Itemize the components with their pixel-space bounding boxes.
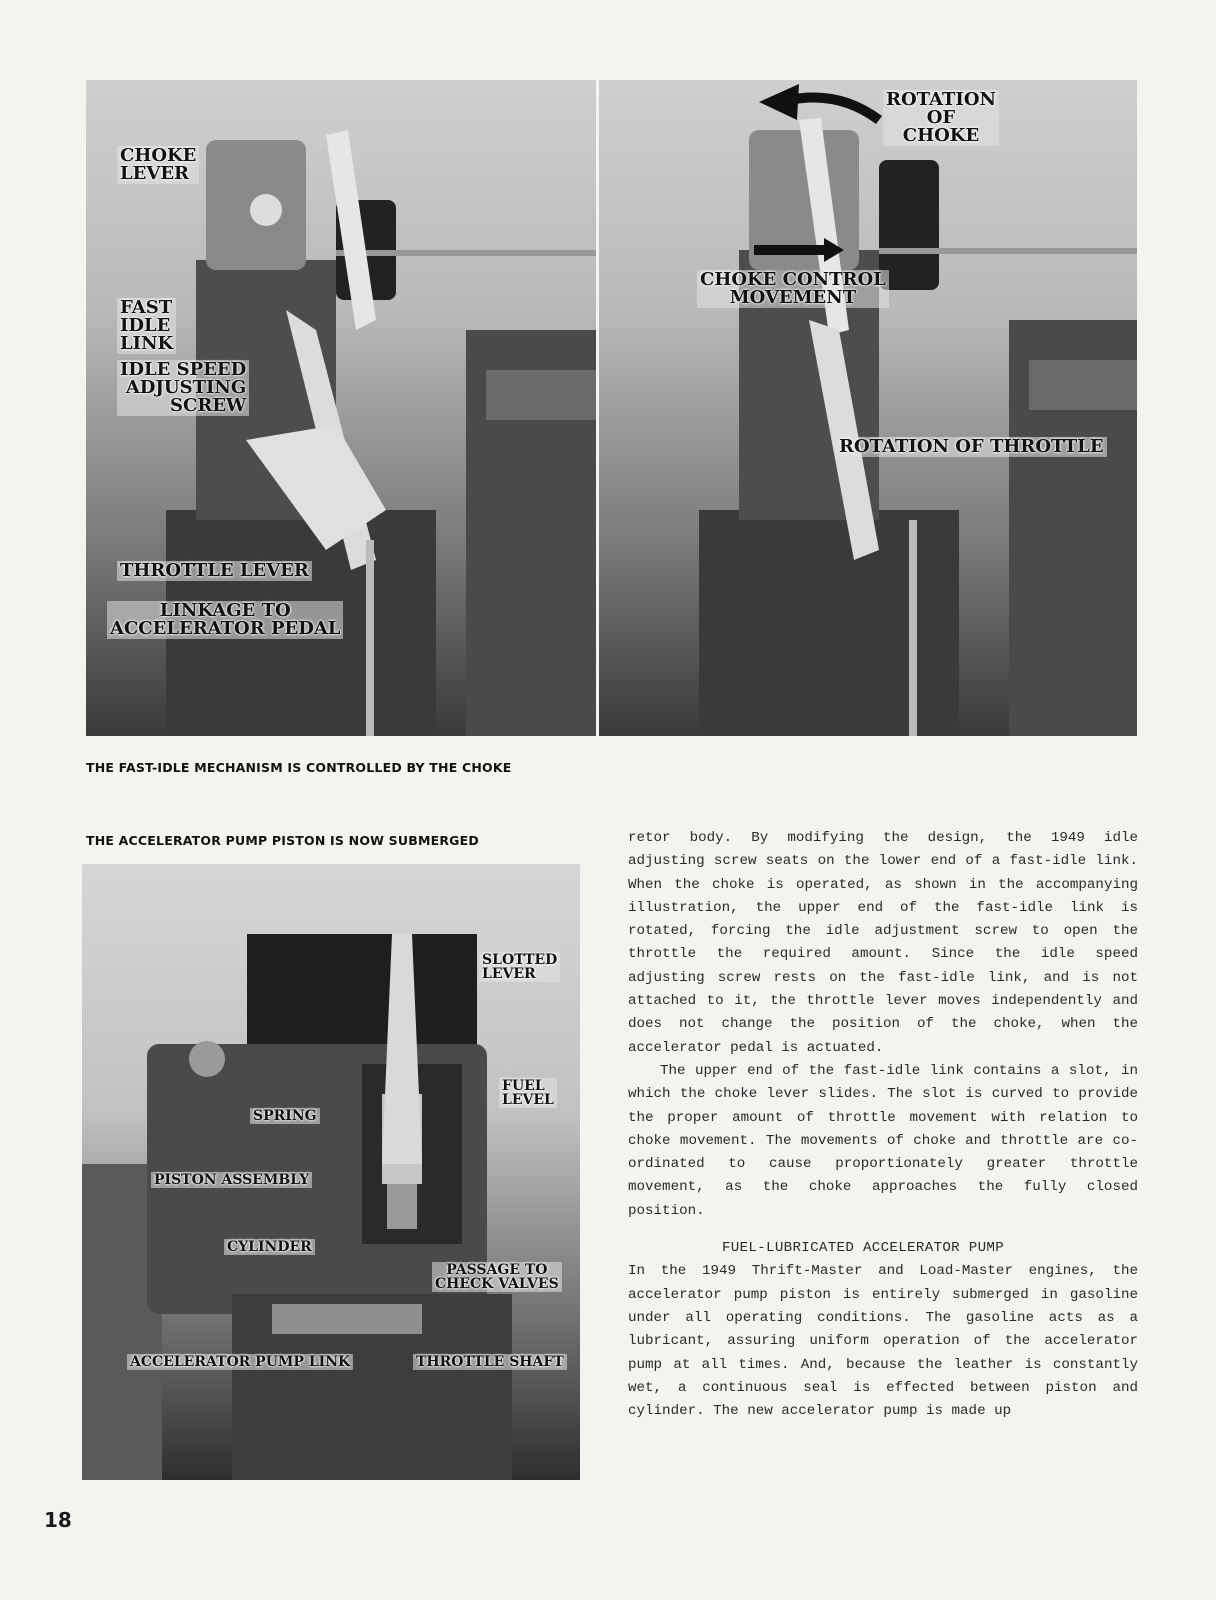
label-accelerator-pump-link: ACCELERATOR PUMP LINK [127, 1354, 353, 1370]
label-passage-to-check-valves: PASSAGE TO CHECK VALVES [432, 1262, 562, 1292]
label-fuel-level: FUEL LEVEL [499, 1078, 557, 1108]
label-spring: SPRING [250, 1108, 320, 1124]
label-linkage-to-accelerator-pedal: LINKAGE TO ACCELERATOR PEDAL [107, 601, 343, 639]
page-number: 18 [44, 1508, 72, 1532]
label-cylinder: CYLINDER [224, 1239, 315, 1255]
paragraph-3: In the 1949 Thrift-Master and Load-Master engines, the accelerator pump piston is entirely submerged in gasoline under all operating conditions. The gasoline acts as a lubricant, assuring uniform operation of the accelerator pump at all times. And, because the leather is constantly wet, a continuous seal is effected between piston and cylinder. The new accelerator pump is made up [628, 1263, 1138, 1420]
carburetor-illustration-choked [599, 80, 1137, 736]
top-photo-caption: THE FAST-IDLE MECHANISM IS CONTROLLED BY THE CHOKE [86, 760, 512, 775]
section-heading: FUEL-LUBRICATED ACCELERATOR PUMP [721, 1240, 1005, 1257]
label-rotation-of-throttle: ROTATION OF THROTTLE [836, 437, 1107, 457]
label-rotation-of-choke: ROTATION OF CHOKE [883, 90, 999, 146]
label-slotted-lever: SLOTTED LEVER [479, 952, 560, 982]
rotation-arrow-icon [789, 98, 879, 121]
label-choke-control-movement: CHOKE CONTROL MOVEMENT [697, 270, 889, 308]
label-fast-idle-link: FAST IDLE LINK [117, 298, 176, 354]
bottom-photo-caption: THE ACCELERATOR PUMP PISTON IS NOW SUBMERGED [86, 833, 479, 848]
article-body [628, 827, 1138, 1423]
photo-fast-idle-closed [599, 80, 1137, 736]
label-piston-assembly: PISTON ASSEMBLY [151, 1172, 312, 1188]
label-throttle-lever: THROTTLE LEVER [117, 561, 312, 581]
label-idle-speed-screw: IDLE SPEED ADJUSTING SCREW [117, 360, 249, 416]
photo-accelerator-pump [82, 864, 580, 1480]
paragraph-1: retor body. By modifying the design, the 1949 idle adjusting screw seats on the lower end of a fast-idle link. When the choke is operated, as shown in the accompanying illustration, the upper end of the fast-idle link is rotated, forcing the idle adjustment screw to open the throttle the required amount. Since the idle speed adjusting screw rests on the fast-idle link, and is not attached to it, the throttle lever moves independently and does not change the position of the choke, when the accelerator pedal is actuated. [628, 830, 1138, 1056]
label-choke-lever: CHOKE LEVER [117, 146, 199, 184]
paragraph-2: The upper end of the fast-idle link contains a slot, in which the choke lever slides. The slot is curved to provide the proper amount of throttle movement with relation to choke movement. The movements of choke and throttle are co-ordinated to cause proportionately greater throttle movement, as the choke approaches the fully closed position. [628, 1062, 1138, 1219]
label-throttle-shaft: THROTTLE SHAFT [413, 1354, 567, 1370]
photo-fast-idle-open [86, 80, 596, 736]
